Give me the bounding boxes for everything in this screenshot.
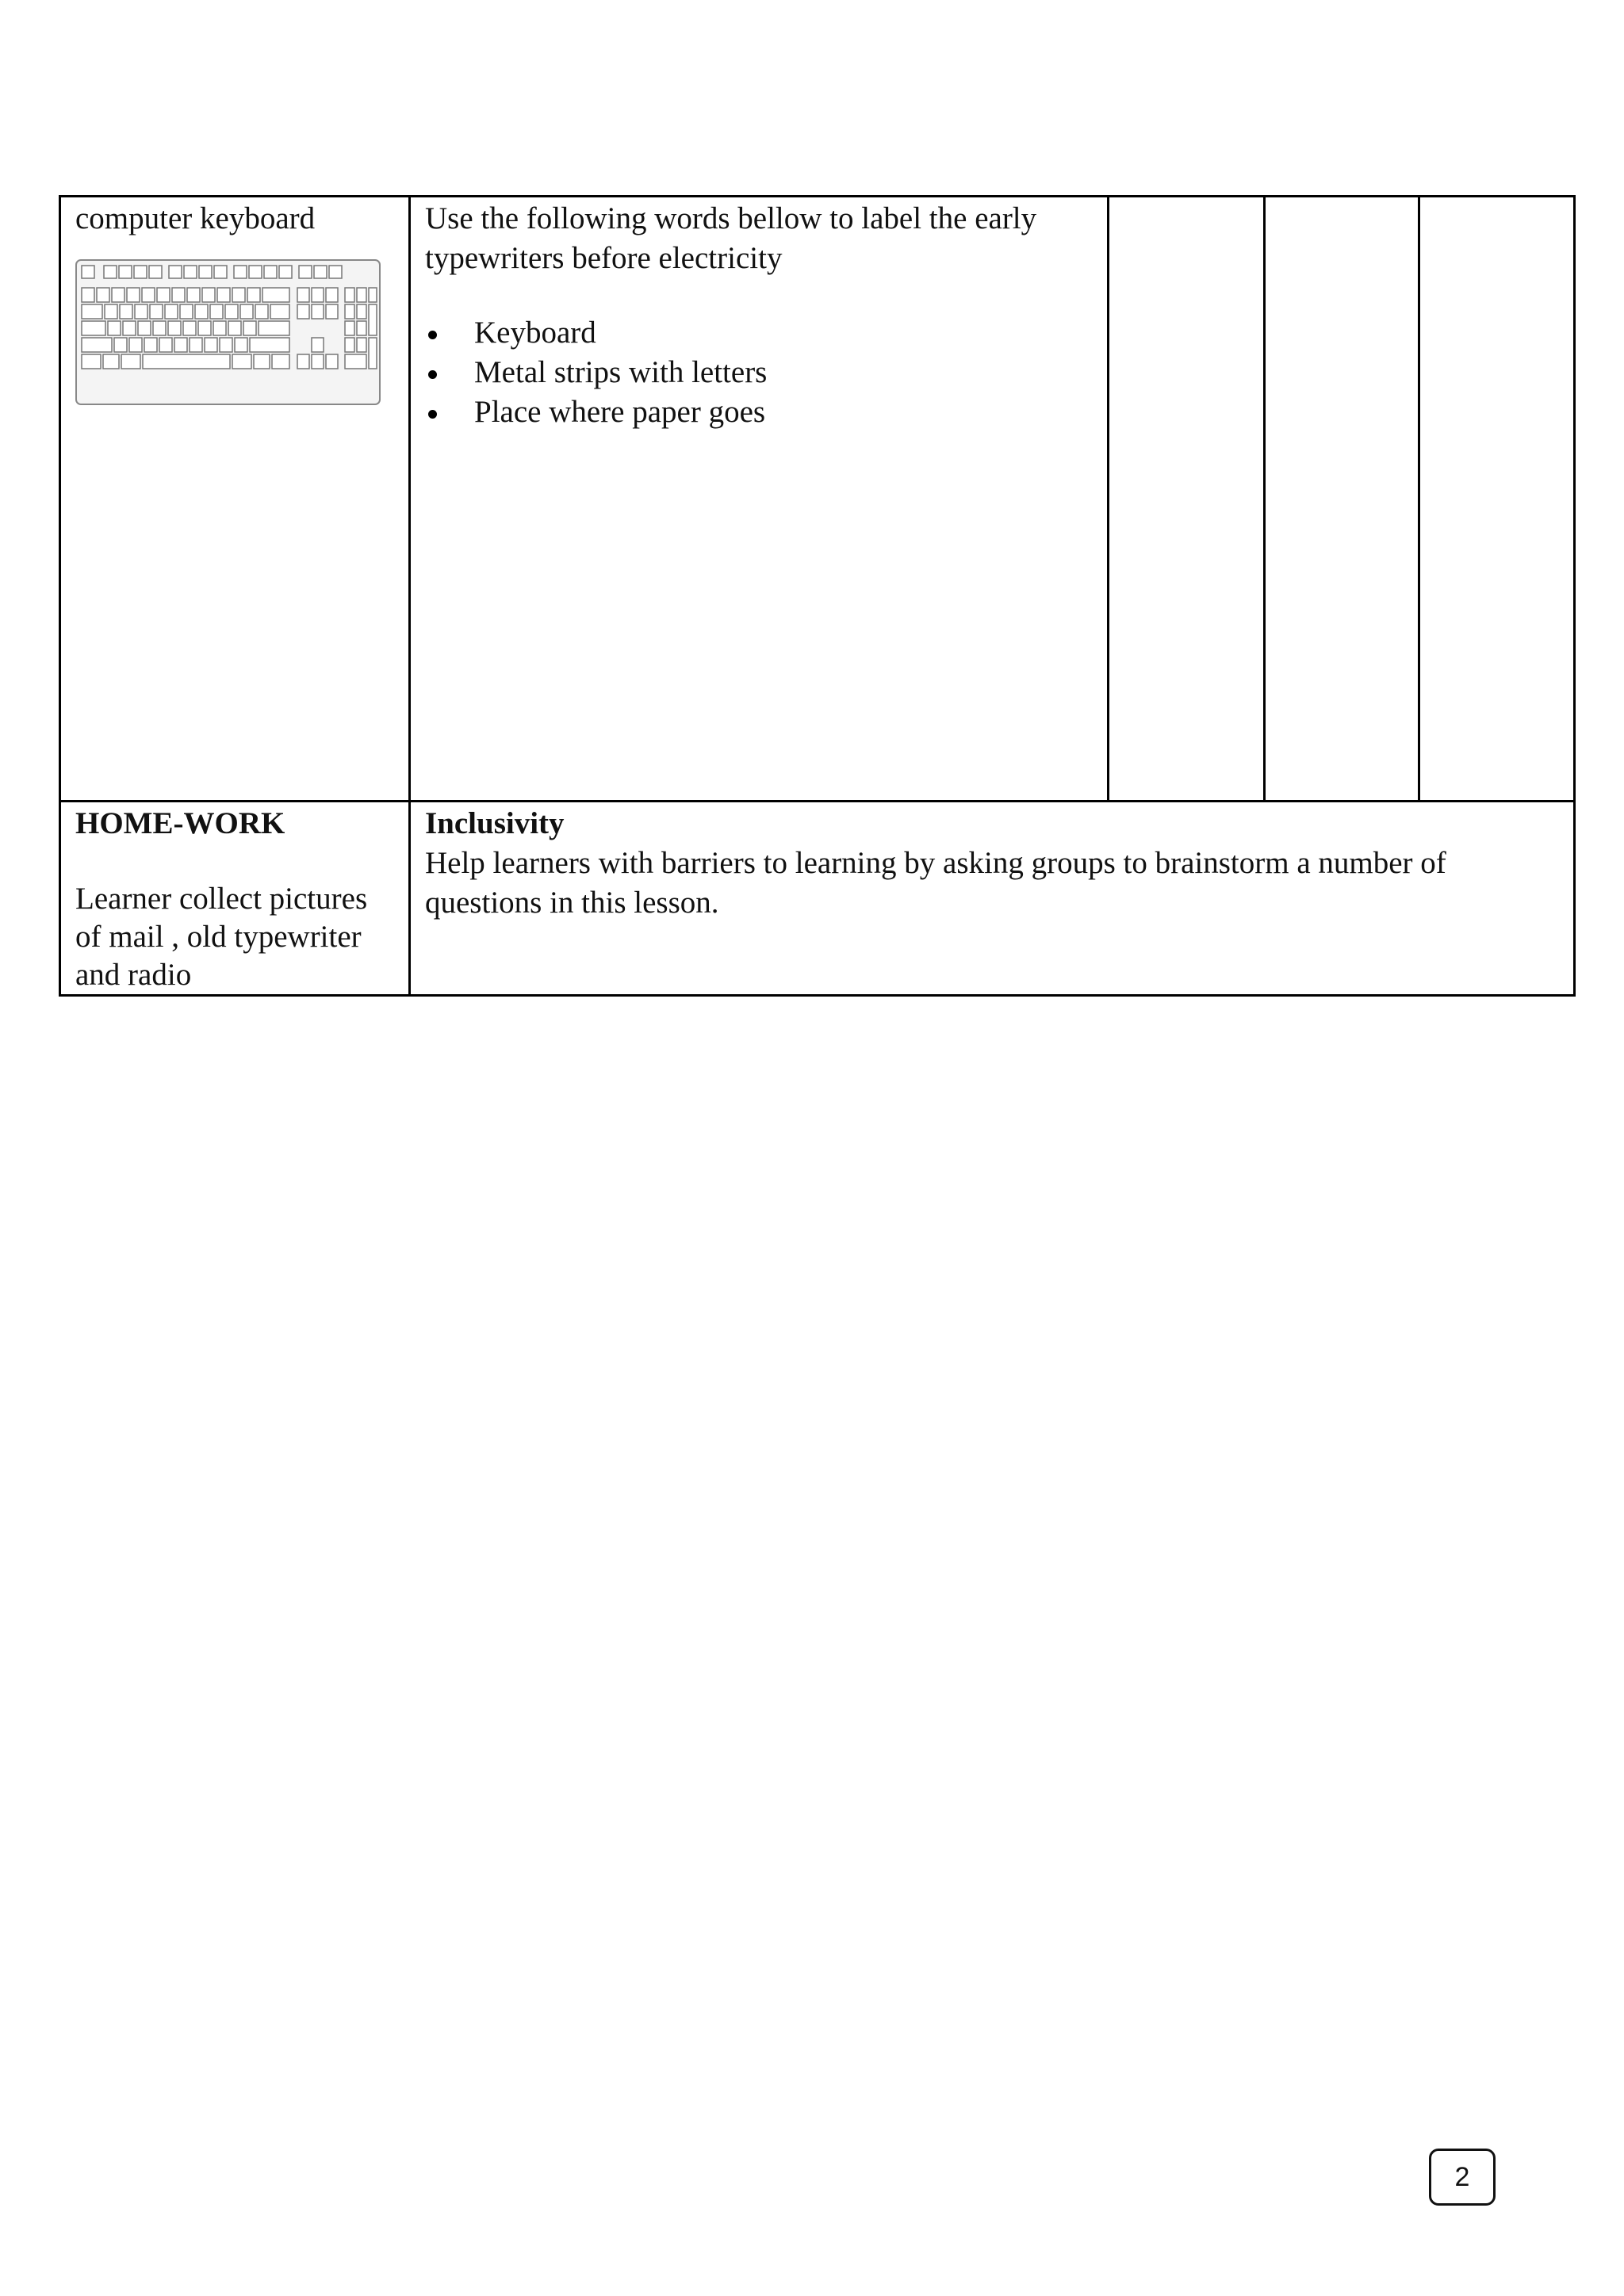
table-row <box>60 802 1575 996</box>
inclusivity-cell <box>410 802 1575 996</box>
keyboard-image <box>75 259 381 405</box>
homework-title: HOME-WORK <box>75 806 285 840</box>
inclusivity-title: Inclusivity <box>425 806 565 840</box>
resource-label: computer keyboard <box>75 201 316 235</box>
label-word-list <box>425 313 1093 432</box>
page-number: 2 <box>1429 2149 1496 2206</box>
activity-instructions: Use the following words bellow to label the early typewriters before electricity <box>425 201 1037 275</box>
keyboard-icon <box>75 259 381 405</box>
homework-cell <box>60 802 410 996</box>
list-item: Keyboard <box>425 313 1093 353</box>
list-item: Place where paper goes <box>425 392 1093 432</box>
table-row <box>60 197 1575 802</box>
resources-cell <box>60 197 410 802</box>
inclusivity-text: Help learners with barriers to learning by asking groups to brainstorm a number of questions in this lesson. <box>425 846 1446 920</box>
lesson-plan-table <box>59 195 1576 997</box>
empty-cell <box>1265 197 1419 802</box>
activity-cell <box>410 197 1109 802</box>
empty-cell <box>1109 197 1265 802</box>
empty-cell <box>1419 197 1575 802</box>
list-item: Metal strips with letters <box>425 353 1093 392</box>
homework-text: Learner collect pictures of mail , old typewriter and radio <box>75 882 368 992</box>
